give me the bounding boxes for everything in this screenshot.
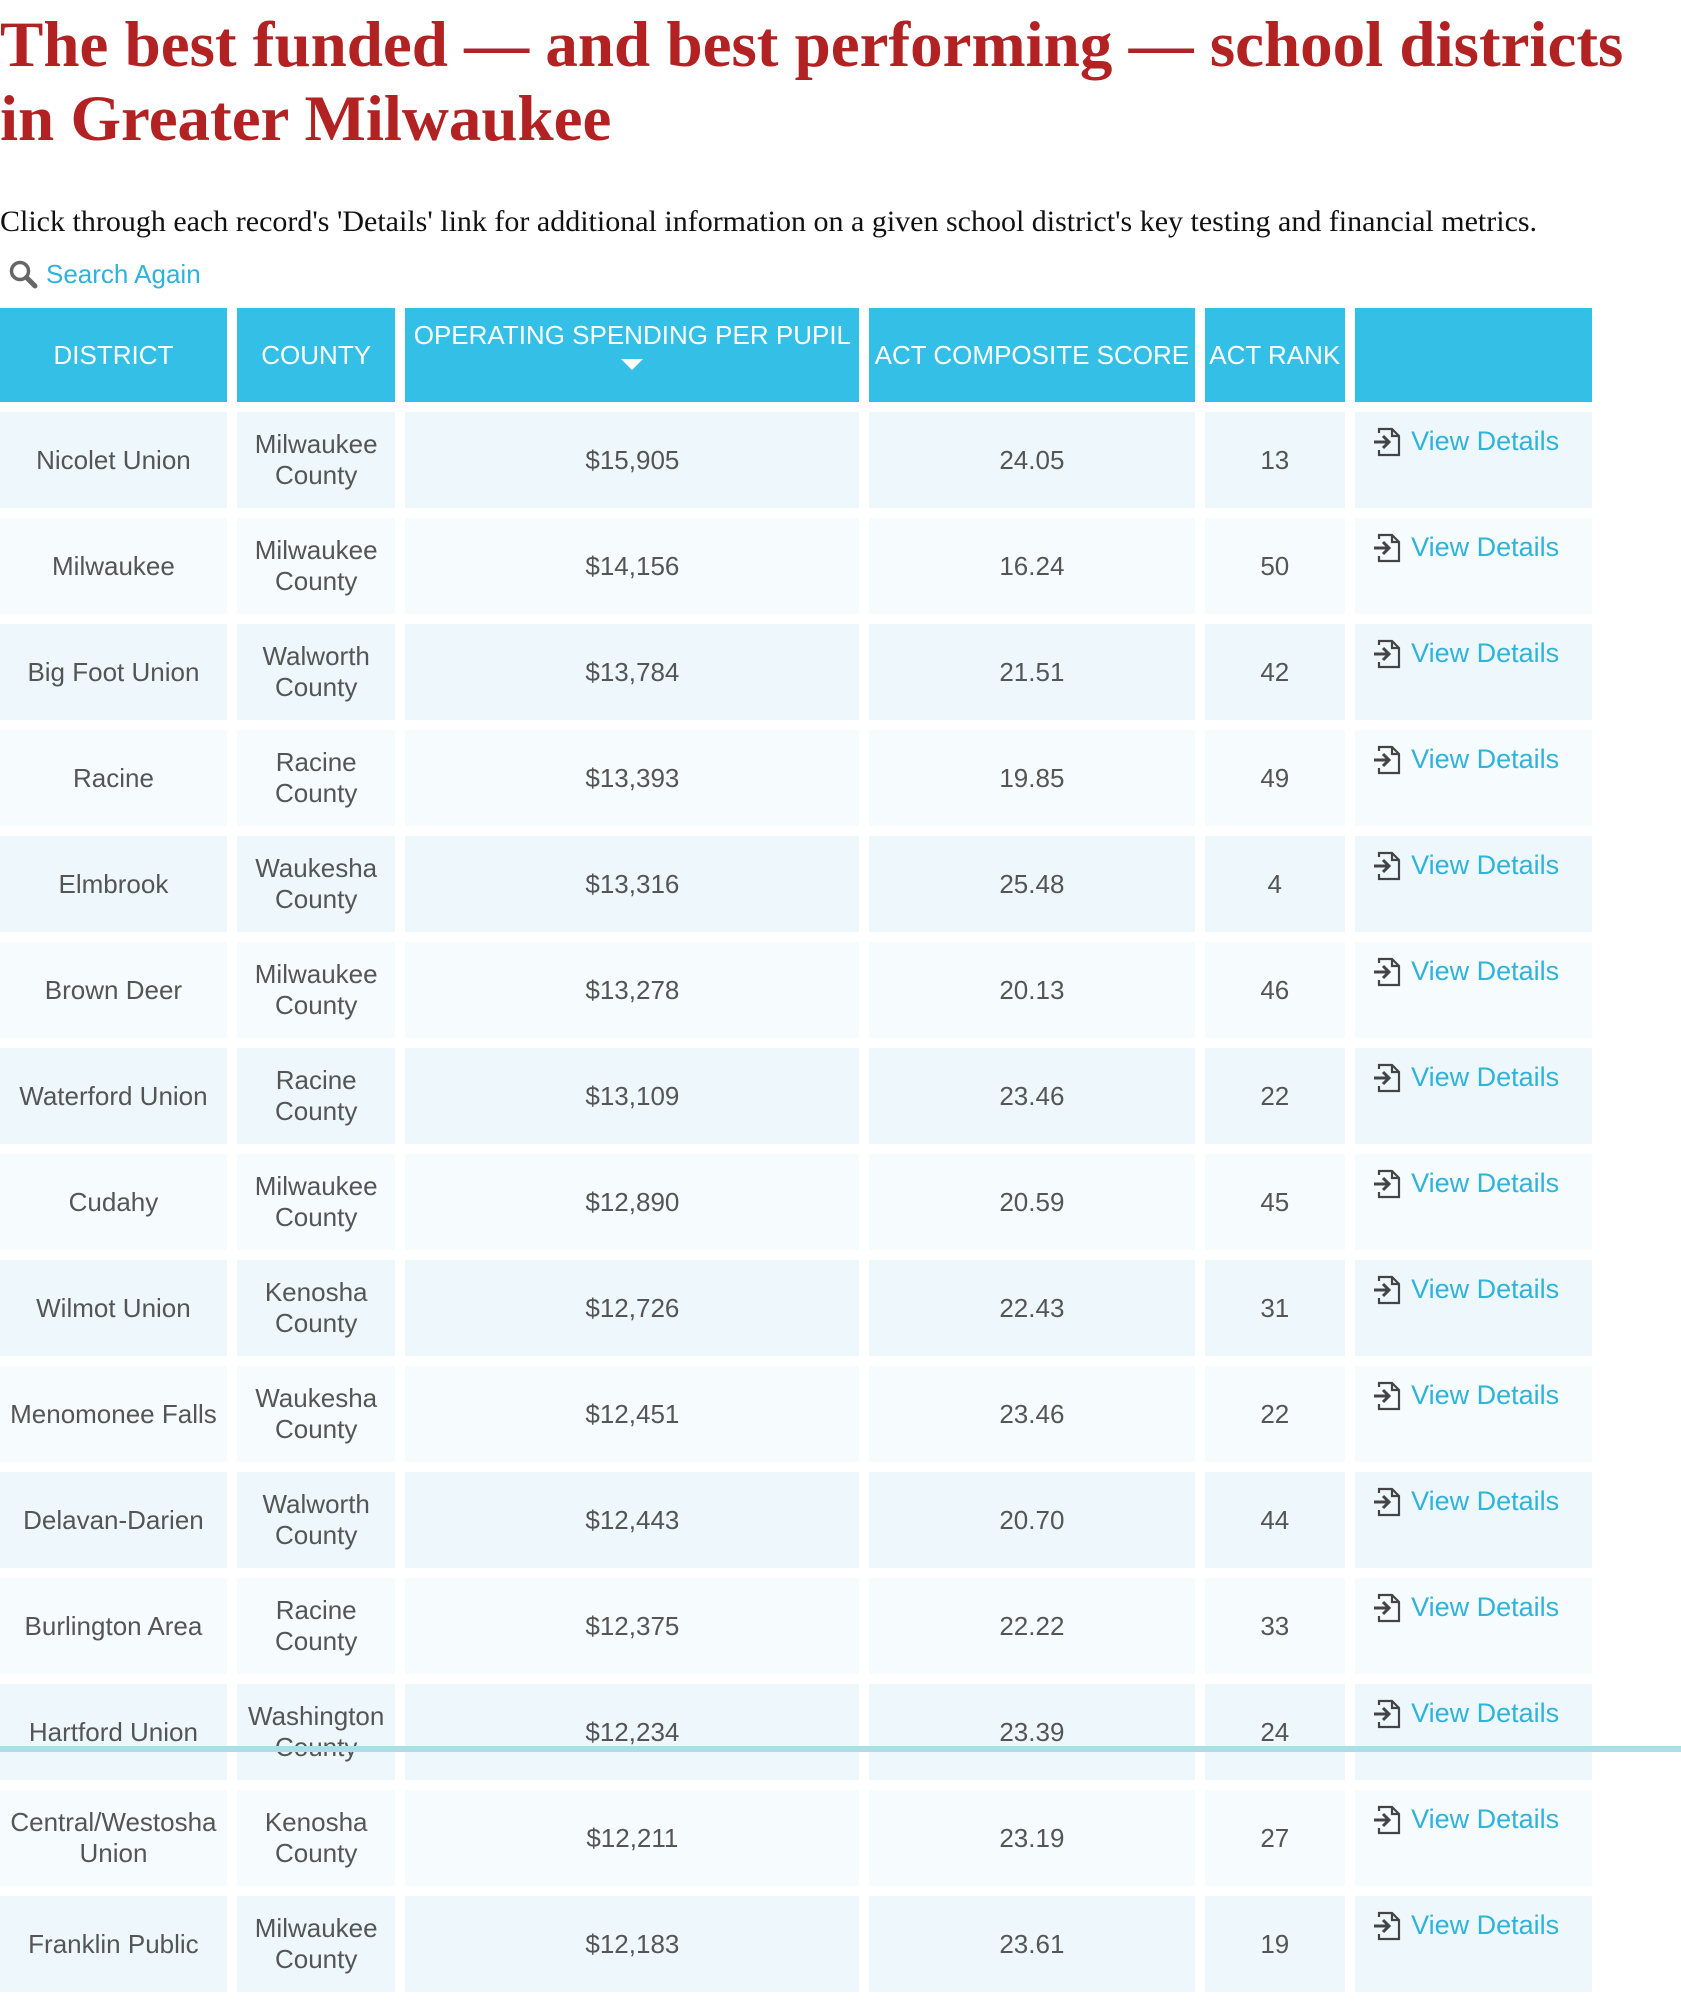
column-header-spending[interactable] [405, 308, 859, 402]
cell-spending: $13,109 [405, 1048, 859, 1144]
cell-spending: $13,278 [405, 942, 859, 1038]
view-details-link[interactable] [1373, 1804, 1559, 1835]
cell-district: Delavan-Darien [0, 1472, 227, 1568]
external-link-icon [1373, 851, 1401, 881]
external-link-icon [1373, 1487, 1401, 1517]
cell-district: Waterford Union [0, 1048, 227, 1144]
view-details-link[interactable] [1373, 956, 1559, 987]
external-link-icon [1373, 639, 1401, 669]
page-title: The best funded — and best performing — school districts in Greater Milwaukee [0, 9, 1624, 155]
cell-county: Walworth County [237, 1472, 396, 1568]
external-link-icon [1373, 1169, 1401, 1199]
cell-details [1355, 1048, 1592, 1144]
view-details-label: View Details [1411, 1380, 1560, 1410]
cell-details [1355, 942, 1592, 1038]
view-details-label: View Details [1411, 1698, 1560, 1728]
cell-district: Brown Deer [0, 942, 227, 1038]
view-details-label: View Details [1411, 1804, 1560, 1834]
cell-spending: $14,156 [405, 518, 859, 614]
cell-act-rank: 13 [1205, 412, 1346, 508]
cell-act-score: 23.19 [869, 1790, 1194, 1886]
search-icon [8, 259, 38, 289]
cell-act-rank: 50 [1205, 518, 1346, 614]
search-again-link[interactable] [8, 256, 201, 292]
external-link-icon [1373, 1805, 1401, 1835]
external-link-icon [1373, 957, 1401, 987]
table-row [0, 1790, 1592, 1886]
cell-district: Nicolet Union [0, 412, 227, 508]
column-header-details [1355, 308, 1592, 402]
cell-spending: $12,451 [405, 1366, 859, 1462]
cell-details [1355, 1790, 1592, 1886]
cell-county: Walworth County [237, 624, 396, 720]
cell-act-score: 23.46 [869, 1048, 1194, 1144]
view-details-label: View Details [1411, 1274, 1560, 1304]
table-row [0, 624, 1592, 720]
cell-district: Menomonee Falls [0, 1366, 227, 1462]
cell-act-score: 23.46 [869, 1366, 1194, 1462]
cell-spending: $15,905 [405, 412, 859, 508]
column-header-spending-label: OPERATING SPENDING PER PUPIL [413, 320, 851, 350]
table-header-row [0, 308, 1592, 402]
cell-county: Milwaukee County [237, 1154, 396, 1250]
cell-act-rank: 46 [1205, 942, 1346, 1038]
view-details-label: View Details [1411, 1910, 1560, 1940]
cell-act-rank: 24 [1205, 1684, 1346, 1780]
cell-act-score: 21.51 [869, 624, 1194, 720]
view-details-link[interactable] [1373, 1274, 1559, 1305]
cell-county: Milwaukee County [237, 1896, 396, 1992]
intro-text: Click through each record's 'Details' link for additional information on a given school district's key testing and financial metrics. [0, 205, 1538, 238]
cell-spending: $12,890 [405, 1154, 859, 1250]
cell-act-score: 22.43 [869, 1260, 1194, 1356]
cell-act-score: 19.85 [869, 730, 1194, 826]
view-details-link[interactable] [1373, 1168, 1559, 1199]
cell-spending: $13,393 [405, 730, 859, 826]
view-details-label: View Details [1411, 956, 1560, 986]
table-row [0, 1260, 1592, 1356]
cell-act-score: 20.13 [869, 942, 1194, 1038]
view-details-label: View Details [1411, 850, 1560, 880]
table-row [0, 730, 1592, 826]
view-details-link[interactable] [1373, 1910, 1559, 1941]
cell-details [1355, 412, 1592, 508]
cell-county: Racine County [237, 1048, 396, 1144]
cell-spending: $12,183 [405, 1896, 859, 1992]
cell-district: Racine [0, 730, 227, 826]
column-header-act-score[interactable]: ACT COMPOSITE SCORE [869, 308, 1194, 402]
cell-act-score: 25.48 [869, 836, 1194, 932]
view-details-link[interactable] [1373, 638, 1559, 669]
view-details-link[interactable] [1373, 850, 1559, 881]
cell-spending: $12,234 [405, 1684, 859, 1780]
view-details-link[interactable] [1373, 426, 1559, 457]
cell-county: Kenosha County [237, 1260, 396, 1356]
cell-county: Waukesha County [237, 836, 396, 932]
table-body [0, 412, 1592, 1992]
cell-district: Elmbrook [0, 836, 227, 932]
table-row [0, 1896, 1592, 1992]
table-row [0, 1472, 1592, 1568]
cell-details [1355, 624, 1592, 720]
table-row [0, 518, 1592, 614]
cell-act-rank: 4 [1205, 836, 1346, 932]
cell-details [1355, 1684, 1592, 1780]
view-details-label: View Details [1411, 744, 1560, 774]
cell-county: Milwaukee County [237, 942, 396, 1038]
table-row [0, 1048, 1592, 1144]
cell-district: Franklin Public [0, 1896, 227, 1992]
cell-county: Milwaukee County [237, 412, 396, 508]
column-header-county[interactable]: COUNTY [237, 308, 396, 402]
table-row [0, 942, 1592, 1038]
external-link-icon [1373, 1699, 1401, 1729]
cell-act-score: 20.70 [869, 1472, 1194, 1568]
cell-act-score: 16.24 [869, 518, 1194, 614]
table-row [0, 1684, 1592, 1780]
cell-act-score: 24.05 [869, 412, 1194, 508]
view-details-link[interactable] [1373, 744, 1559, 775]
external-link-icon [1373, 427, 1401, 457]
cell-district: Big Foot Union [0, 624, 227, 720]
cell-details [1355, 1154, 1592, 1250]
view-details-label: View Details [1411, 638, 1560, 668]
cell-county: Milwaukee County [237, 518, 396, 614]
cell-details [1355, 1896, 1592, 1992]
cell-spending: $12,375 [405, 1578, 859, 1674]
cell-district: Hartford Union [0, 1684, 227, 1780]
bottom-scrollbar[interactable] [0, 1746, 1681, 1752]
external-link-icon [1373, 1593, 1401, 1623]
cell-details [1355, 730, 1592, 826]
view-details-label: View Details [1411, 1062, 1560, 1092]
column-header-district[interactable]: DISTRICT [0, 308, 227, 402]
cell-act-rank: 45 [1205, 1154, 1346, 1250]
view-details-label: View Details [1411, 426, 1560, 456]
view-details-label: View Details [1411, 1486, 1560, 1516]
cell-act-rank: 33 [1205, 1578, 1346, 1674]
cell-details [1355, 1366, 1592, 1462]
table-row [0, 412, 1592, 508]
cell-act-rank: 19 [1205, 1896, 1346, 1992]
cell-act-rank: 31 [1205, 1260, 1346, 1356]
cell-act-score: 22.22 [869, 1578, 1194, 1674]
cell-spending: $12,726 [405, 1260, 859, 1356]
cell-details [1355, 1472, 1592, 1568]
view-details-link[interactable] [1373, 1698, 1559, 1729]
external-link-icon [1373, 533, 1401, 563]
view-details-link[interactable] [1373, 1380, 1559, 1411]
sort-descending-icon [621, 359, 643, 370]
table-row [0, 1578, 1592, 1674]
view-details-label: View Details [1411, 1592, 1560, 1622]
cell-act-rank: 44 [1205, 1472, 1346, 1568]
cell-district: Central/Westosha Union [0, 1790, 227, 1886]
view-details-link[interactable] [1373, 1486, 1559, 1517]
column-header-act-rank[interactable]: ACT RANK [1205, 308, 1346, 402]
external-link-icon [1373, 745, 1401, 775]
cell-spending: $13,784 [405, 624, 859, 720]
cell-district: Burlington Area [0, 1578, 227, 1674]
cell-details [1355, 836, 1592, 932]
table-row [0, 836, 1592, 932]
external-link-icon [1373, 1381, 1401, 1411]
cell-act-score: 20.59 [869, 1154, 1194, 1250]
cell-act-rank: 22 [1205, 1048, 1346, 1144]
cell-spending: $13,316 [405, 836, 859, 932]
view-details-link[interactable] [1373, 1592, 1559, 1623]
cell-details [1355, 518, 1592, 614]
cell-spending: $12,211 [405, 1790, 859, 1886]
table-row [0, 1366, 1592, 1462]
cell-spending: $12,443 [405, 1472, 859, 1568]
cell-district: Milwaukee [0, 518, 227, 614]
table-row [0, 1154, 1592, 1250]
cell-act-score: 23.39 [869, 1684, 1194, 1780]
cell-county: Washington [237, 1684, 396, 1780]
external-link-icon [1373, 1275, 1401, 1305]
external-link-icon [1373, 1911, 1401, 1941]
cell-county: Waukesha County [237, 1366, 396, 1462]
cell-act-rank: 42 [1205, 624, 1346, 720]
cell-act-rank: 49 [1205, 730, 1346, 826]
cell-act-rank: 22 [1205, 1366, 1346, 1462]
external-link-icon [1373, 1063, 1401, 1093]
cell-county: Racine County [237, 1578, 396, 1674]
view-details-link[interactable] [1373, 1062, 1559, 1093]
cell-county: Kenosha County [237, 1790, 396, 1886]
cell-district: Cudahy [0, 1154, 227, 1250]
search-again-label: Search Again [46, 258, 201, 289]
view-details-label: View Details [1411, 532, 1560, 562]
cell-act-rank: 27 [1205, 1790, 1346, 1886]
view-details-link[interactable] [1373, 532, 1559, 563]
cell-county: Racine County [237, 730, 396, 826]
cell-details [1355, 1578, 1592, 1674]
cell-district: Wilmot Union [0, 1260, 227, 1356]
cell-details [1355, 1260, 1592, 1356]
view-details-label: View Details [1411, 1168, 1560, 1198]
cell-act-score: 23.61 [869, 1896, 1194, 1992]
